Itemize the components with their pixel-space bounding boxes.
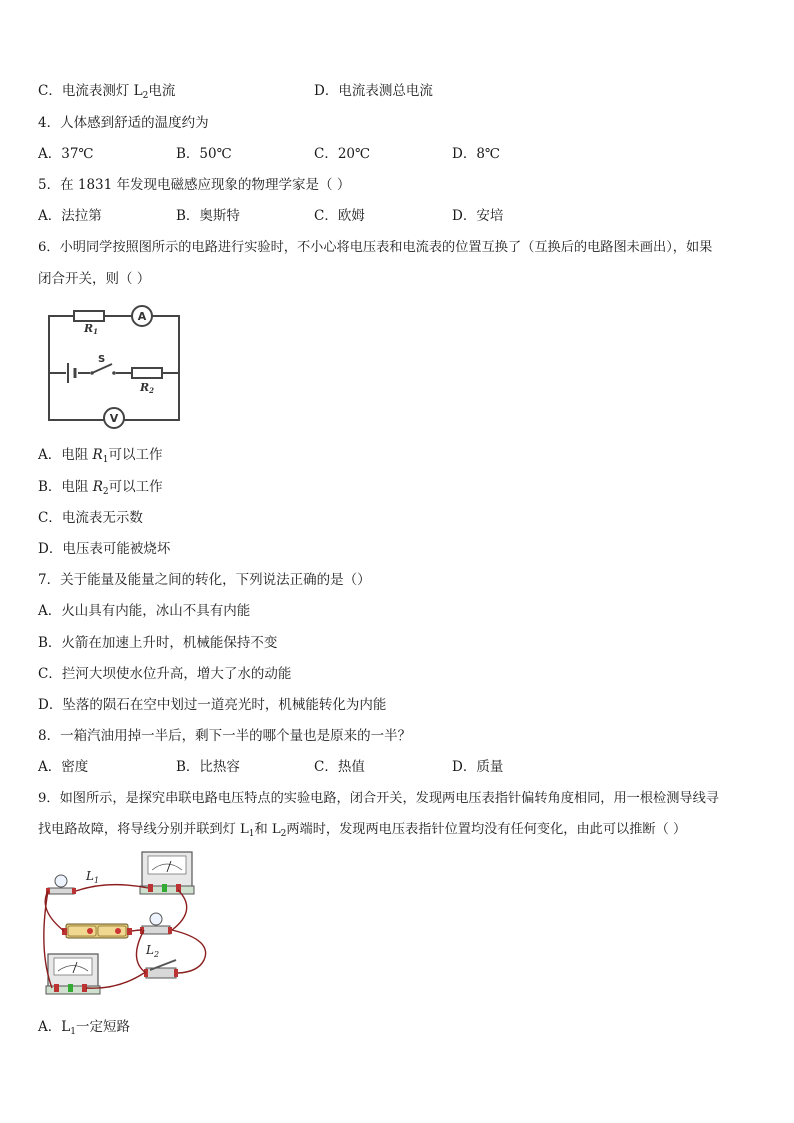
bulb-l1-icon — [46, 875, 76, 894]
q8-option-c: C．热值 — [314, 759, 365, 775]
r2-label: R2 — [140, 381, 155, 395]
q6-option-b: B．电阻 $R_2$可以工作 — [38, 479, 163, 497]
r1-label: R1 — [84, 322, 99, 336]
switch-icon — [144, 960, 178, 978]
q6-option-c: C．电流表无示数 — [38, 510, 143, 526]
voltmeter-label: V — [109, 412, 119, 425]
switch-label: S — [98, 354, 106, 365]
q4-option-b: B．50℃ — [176, 146, 232, 162]
q9-option-a: A．$L_1$一定短路 — [38, 1019, 130, 1037]
voltmeter-1-icon — [140, 852, 194, 894]
q7-option-a: A．火山具有内能，冰山不具有内能 — [38, 603, 251, 619]
q5-stem: 5．在 1831 年发现电磁感应现象的物理学家是（ ） — [38, 177, 351, 193]
battery-pack-icon — [62, 924, 132, 938]
bulb-l2-icon — [140, 913, 172, 934]
r1-resistor — [74, 311, 104, 321]
q7-option-b: B．火箭在加速上升时，机械能保持不变 — [38, 635, 278, 651]
q6-stem-line1: 6．小明同学按照图所示的电路进行实验时，不小心将电压表和电流表的位置互换了（互换后的电路图未画出），如果 — [38, 240, 713, 255]
q7-stem: 7．关于能量及能量之间的转化，下列说法正确的是（） — [38, 572, 371, 588]
q7-option-d: D．坠落的陨石在空中划过一道亮光时，机械能转化为内能 — [38, 697, 387, 713]
q9-circuit-photo — [38, 850, 214, 1002]
q6-option-a: A．电阻 $R_1$可以工作 — [38, 447, 163, 465]
q4-option-d: D．8℃ — [452, 146, 501, 162]
r2-resistor — [132, 368, 162, 378]
q7-option-c: C．拦河大坝使水位升高，增大了水的动能 — [38, 666, 292, 682]
l1-label: $L_1$ — [86, 869, 100, 885]
q5-option-d: D．安培 — [452, 208, 504, 224]
q8-option-d: D．质量 — [452, 759, 504, 775]
q8-stem: 8．一箱汽油用掉一半后，剩下一半的哪个量也是原来的一半？ — [38, 728, 412, 744]
q8-option-a: A．密度 — [38, 759, 89, 775]
q4-option-a: A．37℃ — [38, 146, 94, 162]
l2-label: $L_2$ — [146, 943, 160, 959]
q3-option-c: C．电流表测灯 $L_2$电流 — [38, 83, 176, 101]
q6-stem-line2: 闭合开关，则（ ） — [38, 271, 151, 287]
ammeter-label: A — [137, 310, 147, 323]
q6-option-d: D．电压表可能被烧坏 — [38, 541, 171, 557]
q6-circuit-diagram — [44, 306, 184, 426]
q4-stem: 4．人体感到舒适的温度约为 — [38, 115, 209, 131]
q8-option-b: B．比热容 — [176, 759, 240, 775]
q9-stem-line1: 9．如图所示，是探究串联电路电压特点的实验电路，闭合开关，发现两电压表指针偏转角度相同，用一根检测导线寻 — [38, 791, 719, 806]
q5-option-c: C．欧姆 — [314, 208, 365, 224]
q3-option-d: D．电流表测总电流 — [314, 83, 433, 99]
q5-option-a: A．法拉第 — [38, 208, 102, 224]
q5-option-b: B．奥斯特 — [176, 208, 240, 224]
q9-stem-line2: 找电路故障，将导线分别并联到灯 $L_1$和 $L_2$两端时，发现两电压表指针位置均没有任何变化，由此可以推断（ ） — [38, 822, 687, 839]
q4-option-c: C．20℃ — [314, 146, 371, 162]
